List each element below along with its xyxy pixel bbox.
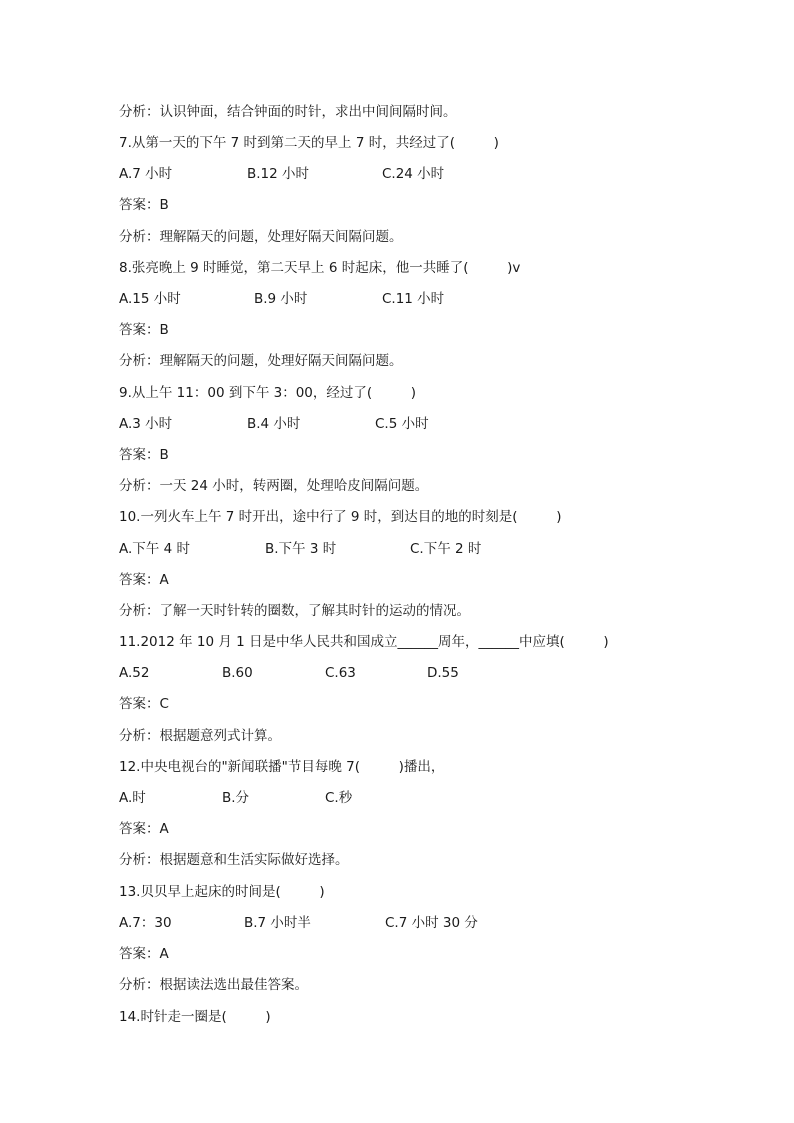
answer-text: 答案：A: [119, 821, 169, 837]
analysis-text: 分析：了解一天时针转的圈数，了解其时针的运动的情况。: [119, 603, 470, 619]
option-b: B.9 小时: [254, 291, 308, 307]
question-9-text: 9.从上午 11：00 到下午 3：00，经过了( ): [119, 385, 417, 401]
option-a: A.下午 4 时: [119, 541, 190, 557]
analysis-text: 分析：理解隔天的问题，处理好隔天间隔问题。: [119, 229, 403, 245]
answer-text: 答案：A: [119, 946, 169, 962]
analysis-text: 分析：认识钟面，结合钟面的时针，求出中间间隔时间。: [119, 104, 457, 120]
analysis-text: 分析：理解隔天的问题，处理好隔天间隔问题。: [119, 353, 403, 369]
option-c: C.下午 2 时: [410, 541, 482, 557]
option-c: C.63: [325, 665, 356, 681]
option-a: A.7：30: [119, 915, 172, 931]
answer-text: 答案：B: [119, 322, 169, 338]
option-a: A.15 小时: [119, 291, 181, 307]
option-a: A.时: [119, 790, 146, 806]
option-b: B.7 小时半: [244, 915, 311, 931]
answer-text: 答案：B: [119, 197, 169, 213]
question-12-text: 12.中央电视台的"新闻联播"节目每晚 7( )播出，: [119, 759, 445, 775]
option-b: B.12 小时: [247, 166, 310, 182]
option-b: B.分: [222, 790, 250, 806]
option-b: B.60: [222, 665, 253, 681]
answer-text: 答案：A: [119, 572, 169, 588]
answer-text: 答案：C: [119, 696, 169, 712]
analysis-text: 分析：根据题意和生活实际做好选择。: [119, 852, 349, 868]
question-7-text: 7.从第一天的下午 7 时到第二天的早上 7 时，共经过了( ): [119, 135, 499, 151]
option-a: A.3 小时: [119, 416, 173, 432]
option-c: C.24 小时: [382, 166, 445, 182]
analysis-text: 分析：根据读法选出最佳答案。: [119, 977, 308, 993]
question-8-text: 8.张亮晚上 9 时睡觉，第二天早上 6 时起床，他一共睡了( )v: [119, 260, 521, 276]
question-10-text: 10.一列火车上午 7 时开出，途中行了 9 时，到达目的地的时刻是( ): [119, 509, 562, 525]
analysis-text: 分析：根据题意列式计算。: [119, 728, 281, 744]
question-13-text: 13.贝贝早上起床的时间是( ): [119, 884, 325, 900]
question-11-text: 11.2012 年 10 月 1 日是中华人民共和国成立______周年，______中应填( ): [119, 634, 609, 650]
option-d: D.55: [427, 665, 459, 681]
option-b: B.4 小时: [247, 416, 301, 432]
option-a: A.7 小时: [119, 166, 173, 182]
answer-text: 答案：B: [119, 447, 169, 463]
option-c: C.7 小时 30 分: [385, 915, 478, 931]
option-a: A.52: [119, 665, 150, 681]
option-c: C.11 小时: [382, 291, 445, 307]
question-14-text: 14.时针走一圈是( ): [119, 1009, 271, 1025]
option-b: B.下午 3 时: [265, 541, 337, 557]
analysis-text: 分析：一天 24 小时，转两圈，处理哈皮间隔问题。: [119, 478, 429, 494]
option-c: C.秒: [325, 790, 353, 806]
option-c: C.5 小时: [375, 416, 429, 432]
